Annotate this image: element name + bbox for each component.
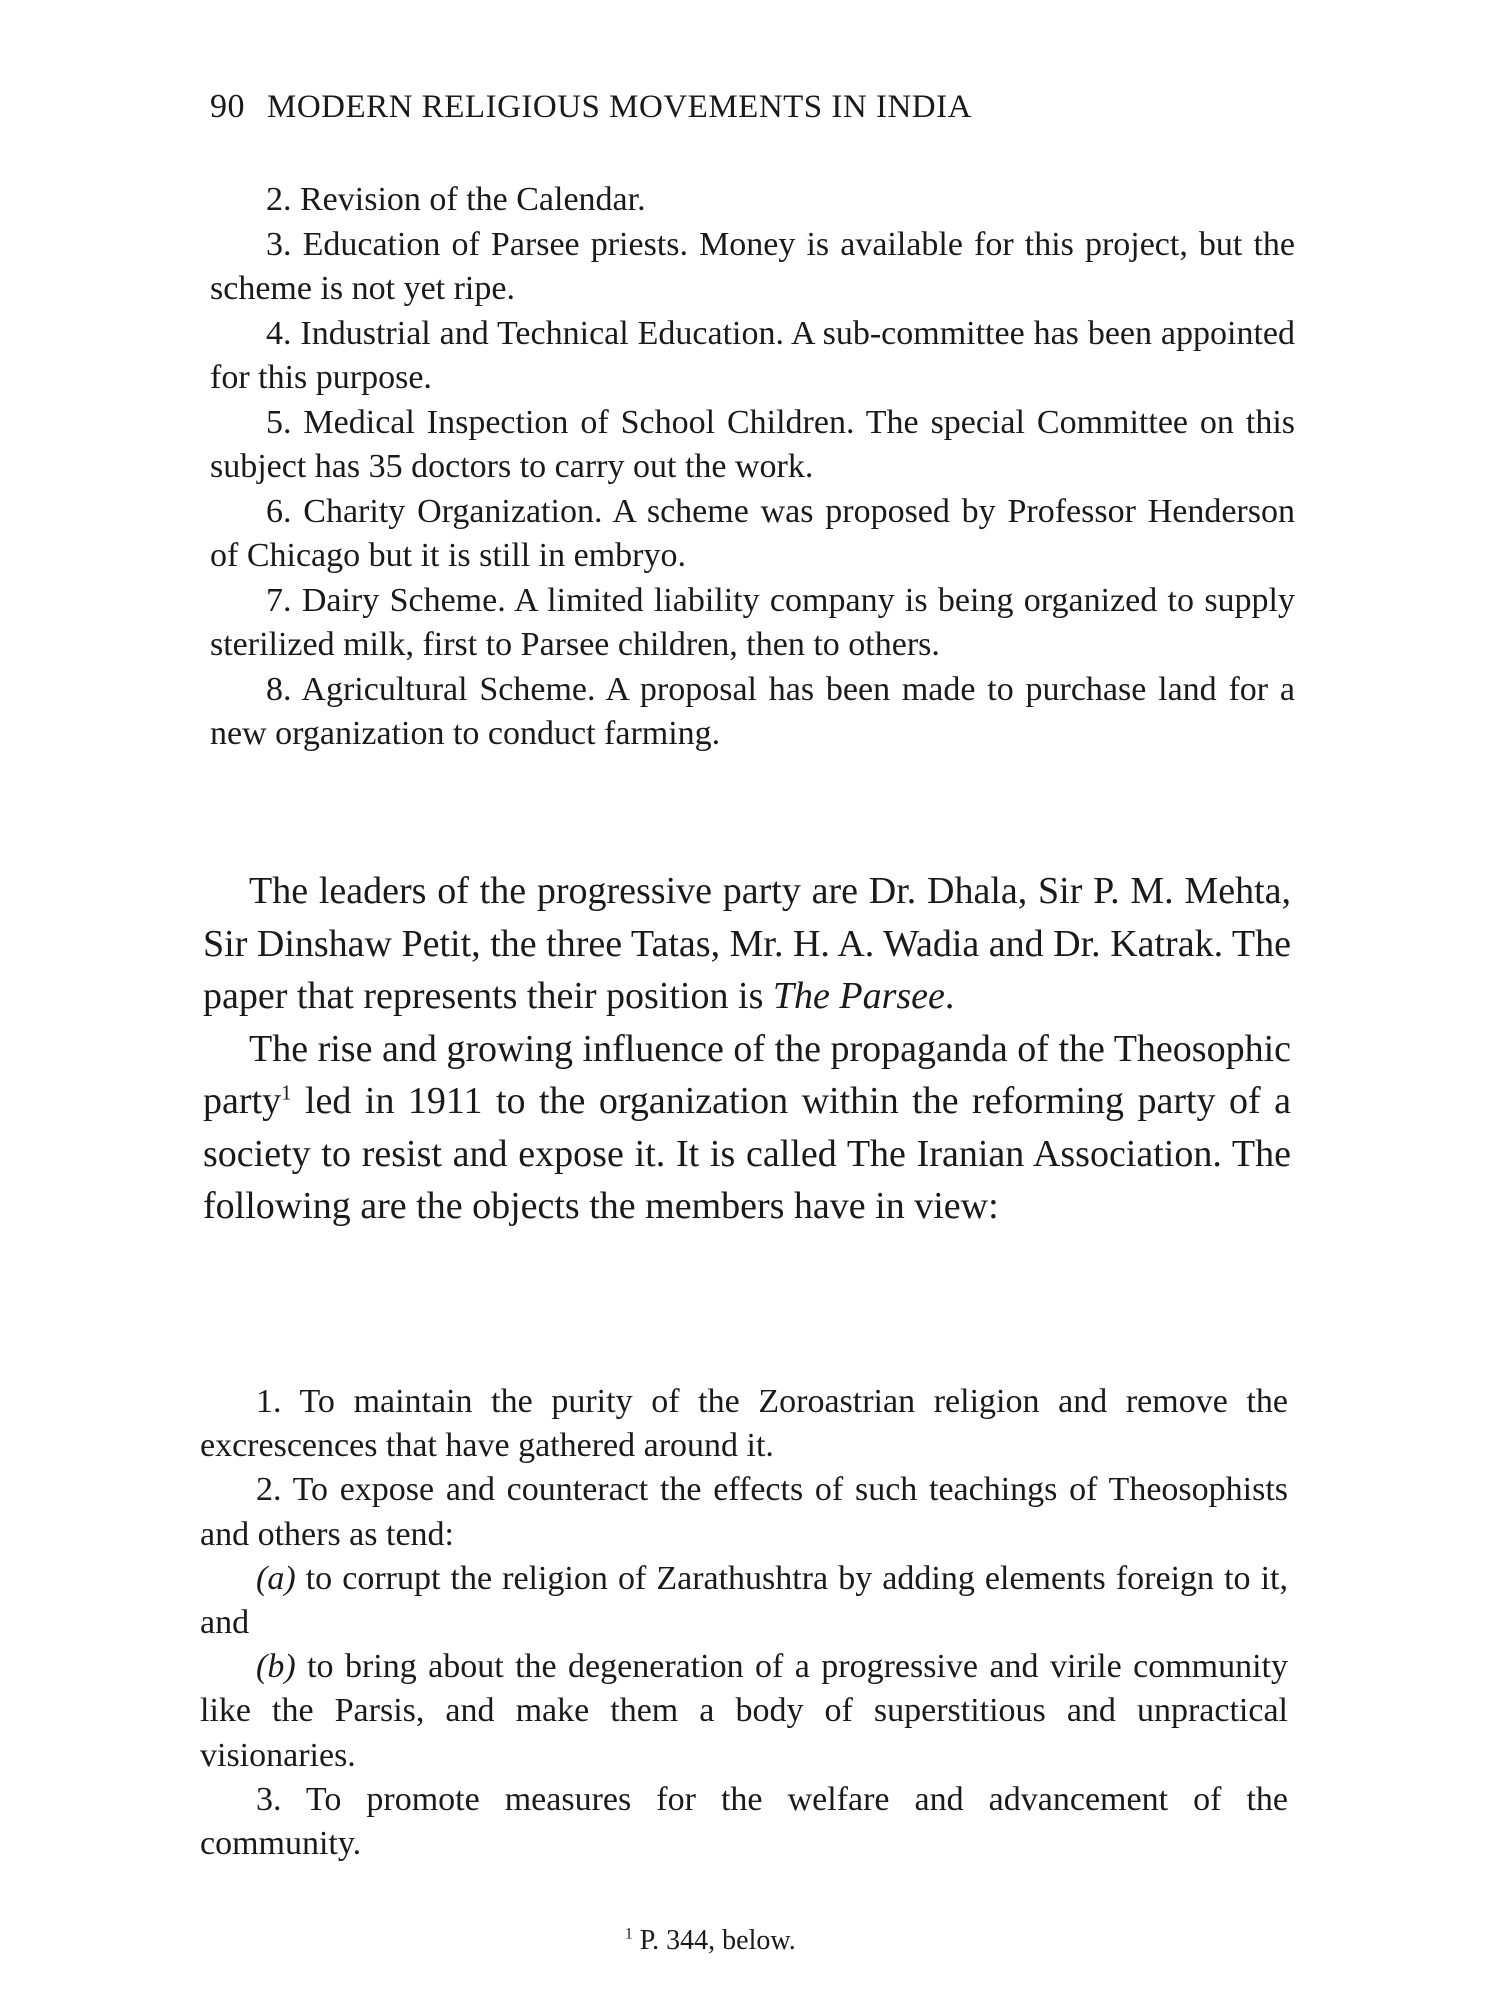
running-head [210,88,1210,126]
paragraph-text: The rise and growing influence of the propaganda of the Theosophic party [203,1027,1291,1122]
paragraph-text: The leaders of the progressive party are Dr. Dhala, Sir P. M. Mehta, Sir Dinshaw Petit, the three Tatas, Mr. H. A. Wadia and Dr. Katrak. The paper that represents their position is [203,870,1291,1017]
paragraph-rise [203,1023,1291,1233]
footnote [625,1925,796,1957]
list-item: 2. To expose and counteract the effects of such teachings of Theosophists and others as tend: [200,1471,1288,1553]
paragraph-text: led in 1911 to the organization within the reforming party of a society to resist and expose it. It is called The Iranian Association. The following are the objects the members have in view: [203,1080,1291,1227]
list-item: 3. Education of Parsee priests. Money is available for this project, but the scheme is not yet ripe. [210,225,1295,307]
subitem-text: to corrupt the religion of Zarathushtra by adding elements foreign to it, and [200,1559,1288,1642]
paragraph-text: . [944,975,955,1017]
committee-list [210,178,1295,757]
list-item: 6. Charity Organization. A scheme was proposed by Professor Henderson of Chicago but it is still in embryo. [210,492,1295,574]
running-title: MODERN RELIGIOUS MOVEMENTS IN INDIA [267,89,972,125]
subitem-text: to bring about the degeneration of a progressive and virile community like the Parsis, and make them a body of superstitious and unpractical visionaries. [200,1648,1288,1774]
list-item: 7. Dairy Scheme. A limited liability company is being organized to supply sterilized milk, first to Parsee children, then to others. [210,581,1295,663]
list-item: 2. Revision of the Calendar. [266,181,646,218]
list-item: 5. Medical Inspection of School Children. The special Committee on this subject has 35 doctors to carry out the work. [210,403,1295,485]
page-number: 90 [210,88,245,125]
list-item: 1. To maintain the purity of the Zoroastrian religion and remove the excrescences that have gathered around it. [200,1383,1288,1465]
paragraph-leaders [203,865,1291,1023]
list-subitem [200,1645,1288,1778]
list-item: 8. Agricultural Scheme. A proposal has been made to purchase land for a new organization to conduct farming. [210,670,1295,752]
footnote-text: P. 344, below. [632,1925,796,1956]
footnote-marker: 1 [625,1925,633,1943]
list-item: 4. Industrial and Technical Education. A sub-committee has been appointed for this purpose. [210,314,1295,396]
list-item: 3. To promote measures for the welfare and advancement of the community. [200,1780,1288,1863]
body-paragraphs [203,865,1291,1233]
objects-list [200,1380,1288,1866]
subitem-label: (b) [256,1648,296,1686]
list-subitem [200,1557,1288,1645]
newspaper-title: The Parsee [772,975,945,1017]
footnote-ref: 1 [281,1080,292,1105]
subitem-label: (a) [256,1559,296,1597]
